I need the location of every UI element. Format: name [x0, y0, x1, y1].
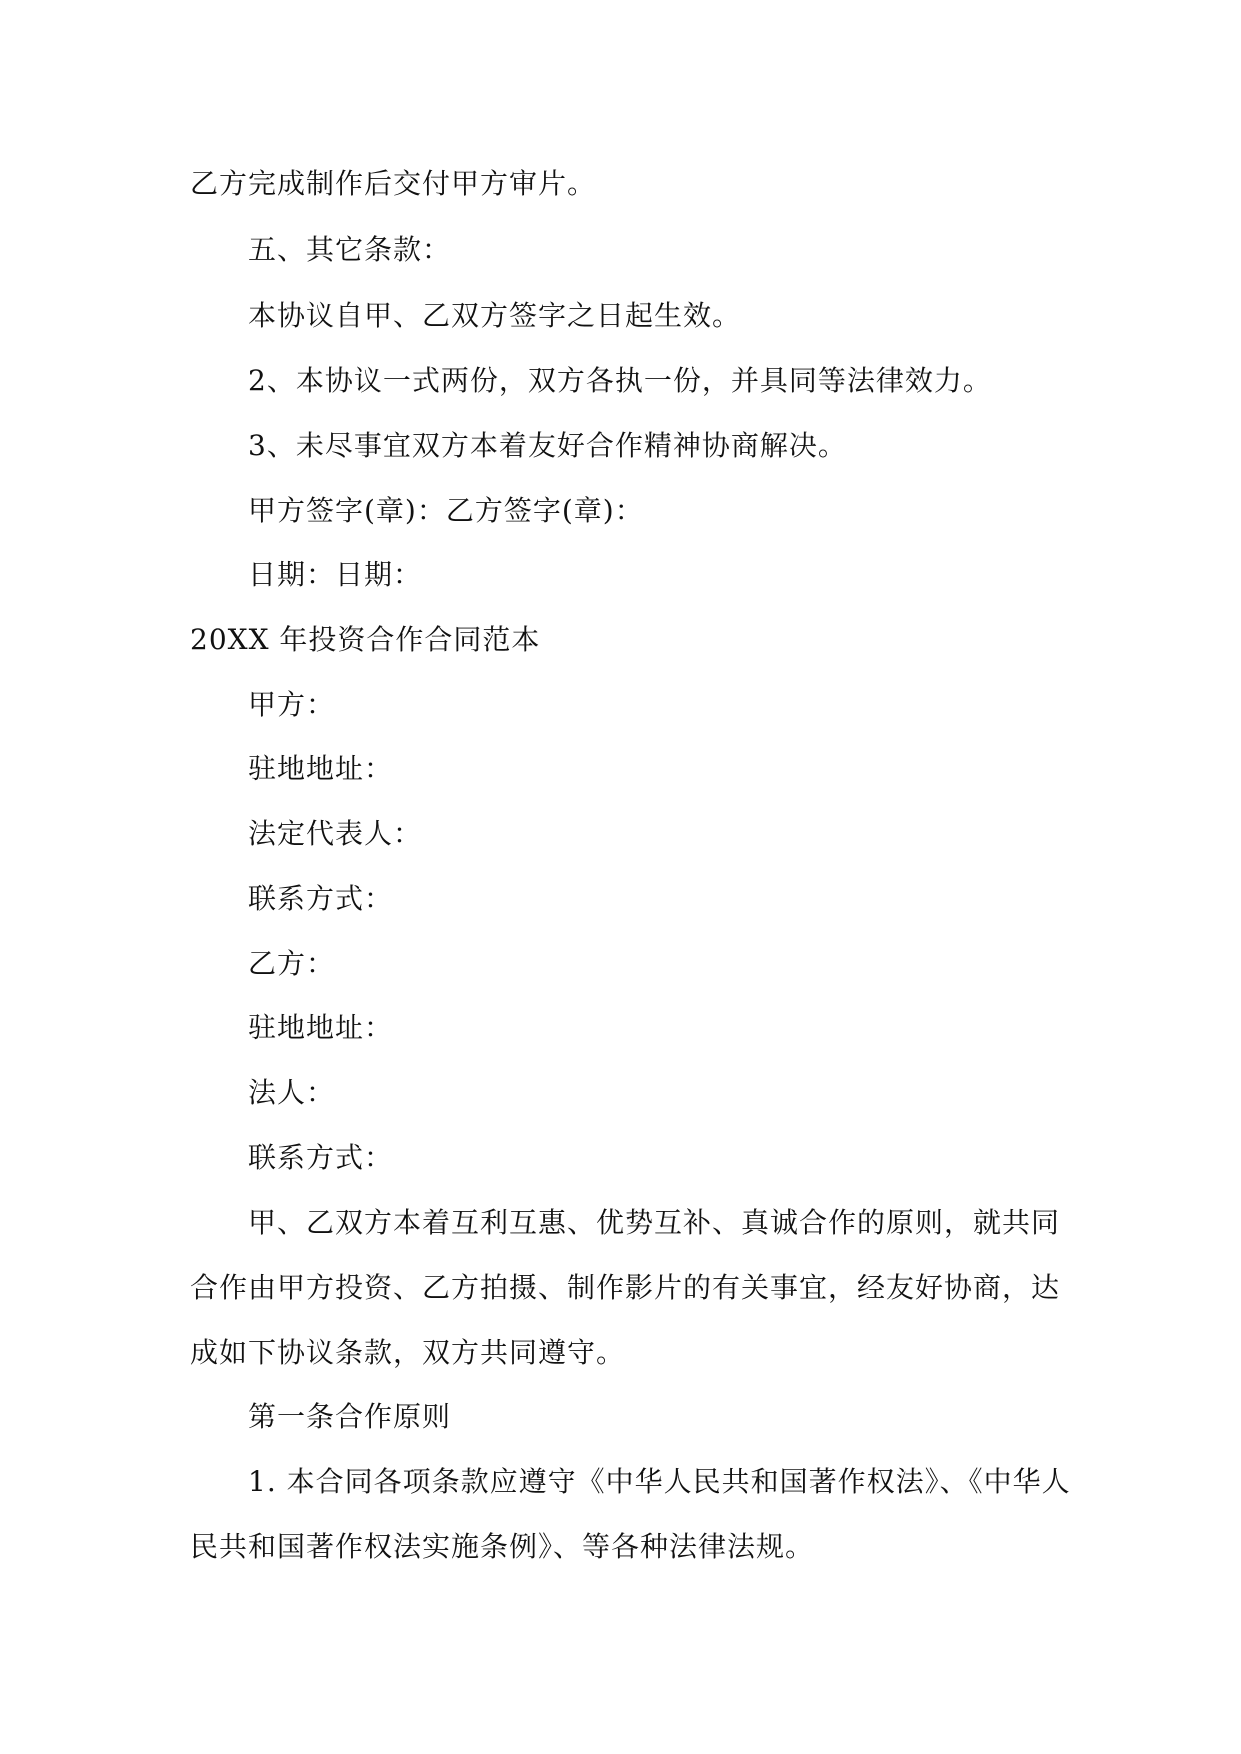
- paragraph-line: 1. 本合同各项条款应遵守《中华人民共和国著作权法》、《中华人: [248, 1465, 1071, 1498]
- paragraph-line: 3、未尽事宜双方本着友好合作精神协商解决。: [248, 429, 847, 462]
- paragraph-line: 甲、乙双方本着互利互惠、优势互补、真诚合作的原则，就共同: [248, 1206, 1061, 1239]
- paragraph-line: 乙方完成制作后交付甲方审片。: [190, 167, 597, 200]
- paragraph-line: 本协议自甲、乙双方签字之日起生效。: [248, 299, 742, 332]
- signature-line: 甲方签字(章)：乙方签字(章)：: [248, 494, 644, 527]
- address-label: 驻地地址：: [248, 752, 394, 785]
- article-heading: 第一条合作原则: [248, 1400, 452, 1433]
- paragraph-line: 2、本协议一式两份，双方各执一份，并具同等法律效力。: [248, 364, 992, 397]
- contact-label: 联系方式：: [248, 882, 394, 915]
- paragraph-line: 合作由甲方投资、乙方拍摄、制作影片的有关事宜，经友好协商，达: [190, 1271, 1061, 1304]
- document-title: 20XX 年投资合作合同范本: [190, 623, 541, 656]
- contact-label: 联系方式：: [248, 1141, 394, 1174]
- legal-representative-label: 法定代表人：: [248, 817, 423, 850]
- legal-person-label: 法人：: [248, 1076, 336, 1109]
- section-heading: 五、其它条款：: [248, 233, 452, 266]
- paragraph-line: 民共和国著作权法实施条例》、等各种法律法规。: [190, 1530, 815, 1563]
- address-label: 驻地地址：: [248, 1011, 394, 1044]
- paragraph-line: 成如下协议条款，双方共同遵守。: [190, 1336, 626, 1369]
- party-b-label: 乙方：: [248, 947, 336, 980]
- party-a-label: 甲方：: [248, 688, 336, 721]
- date-line: 日期：日期：: [248, 558, 423, 591]
